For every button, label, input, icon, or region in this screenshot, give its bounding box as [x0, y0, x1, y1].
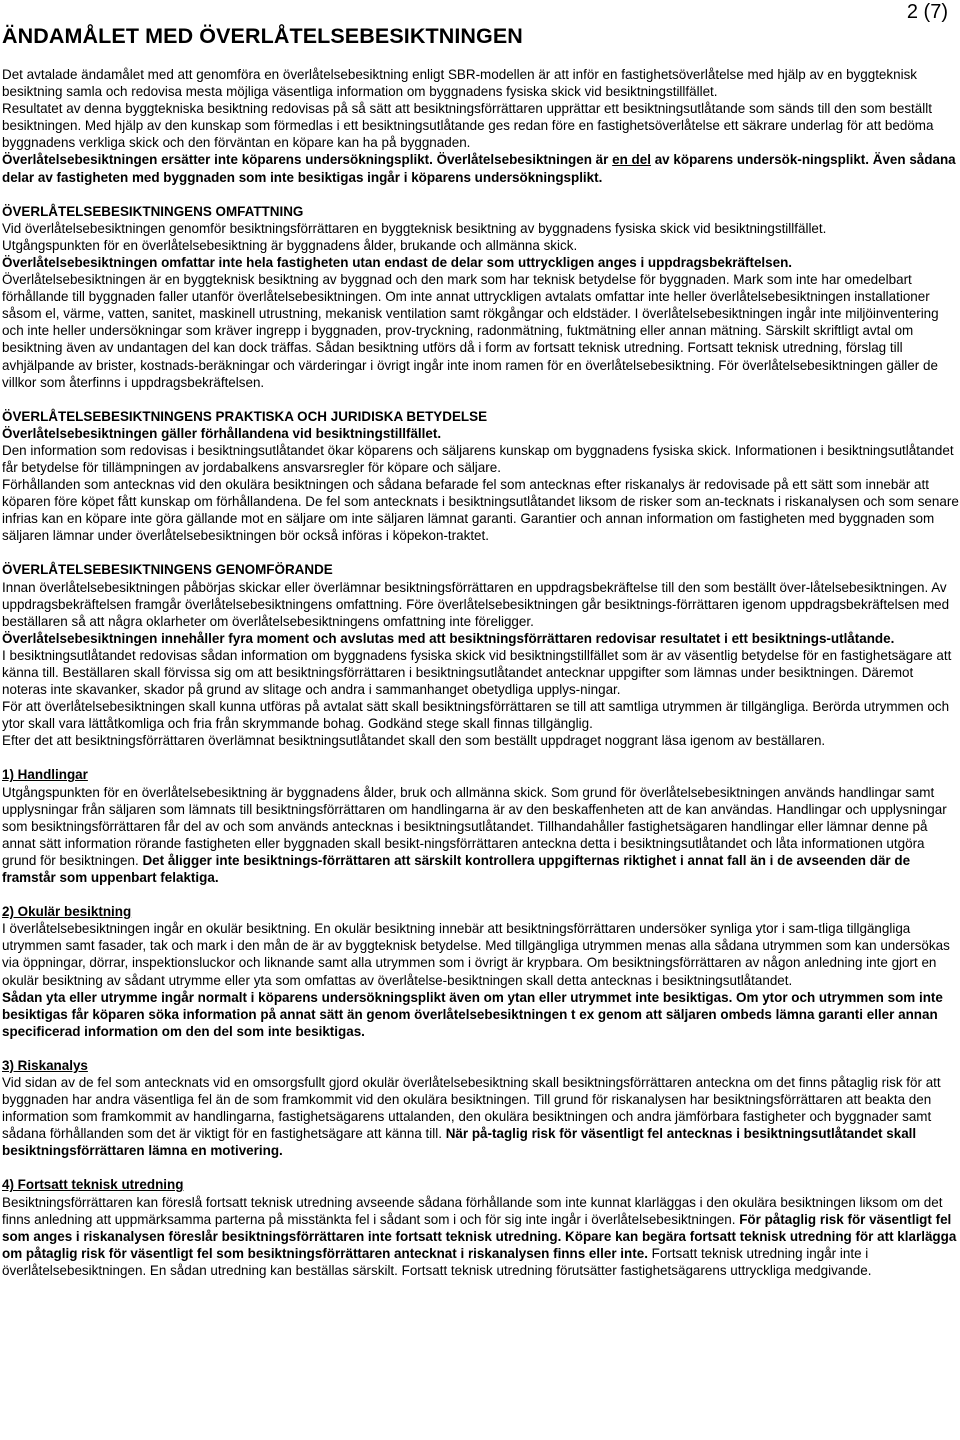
page-number: 2 (7) — [906, 1, 948, 23]
bold-statement: Sådan yta eller utrymme ingår normalt i köparens undersökningsplikt även om ytan eller utrymmet inte besiktigas. Om ytor och utrymmen som inte besiktigas får köparen söka information på annat sätt än genom överlåtelsebesiktningen t ex genom att säljaren ombeds lämna garanti eller annan specificerad information om den del som inte besiktigas. — [2, 989, 943, 1039]
paragraph: Utgångspunkten för en överlåtelsebesiktning är byggnadens ålder, brukande och allmänna skick. — [2, 237, 578, 253]
paragraph: Överlåtelsebesiktningen är en byggteknisk besiktning av byggnad och den mark som har teknisk betydelse för byggnaden. Mark som inte har omedelbart förhållande till byggnaden faller utanför överlåtelsebesiktningen. Om inte annat uttryckligen avtalats omfattar inte heller överlåtelsebesiktningen installationer såsom el, värme, vatten, sanitet, maskinell utrustning, mekanisk ventilation samt rökgångar och eldstäder. I överlåtelsebesiktningen ingår inte miljöinventering och inte heller undersökningar som kräver ingrepp i byggnaden, prov-tryckning, radonmätning, fuktmätning eller annan mätning. Särskilt skriftligt avtal om besiktning även av undantagen del kan dock träffas. Sådan besiktning utförs då i form av fortsatt teknisk utredning. Fortsatt teknisk utredning, förslag till avhjälpande av brister, kostnads-beräkningar och värderingar i övrigt ingår inte inom ramen för en överlåtelsebesiktning. För överlåtelsebesiktningen gäller de villkor som återfinns i uppdragsbekräftelsen. — [2, 272, 939, 390]
paragraph: I besiktningsutlåtandet redovisas sådan information om byggnadens fysiska skick vid besiktningstillfället som är av väsentlig betydelse för en fastighetsägare att känna till. Beställaren skall förvissa sig om att besiktningsförrättaren i besiktningsutlåtandet antecknar uppgifter som lämnas under besiktningen. Däremot noteras inte skavanker, skador på grund av slitage och andra i sammanhanget obetydliga upplys-ningar. — [2, 647, 952, 698]
paragraph: Vid sidan av de fel som antecknats vid en omsorgsfullt gjord okulär överlåtelsebesiktning skall besiktningsförrättaren anteckna om det finns påtaglig risk för att byggnaden har andra väsentliga fel än de som framkommit vid den okulära besiktningen. Till grund för riskanalysen har besiktningsförrättaren att beakta den information som framkommit av handlingarna, fastighetsägarens uttalanden, den okulära besiktningen och andra jämförbara fastigheter och byggnader samt sådana förhållanden som det är viktigt för en fastighetsägare att känna till. När på-taglig risk för väsentligt fel antecknas i besiktningsutlåtandet skall besiktningsförrättaren lämna en motivering. — [2, 1074, 941, 1159]
paragraph: I överlåtelsebesiktningen ingår en okulär besiktning. En okulär besiktning innebär att besiktningsförrättaren undersöker synliga ytor i sam-tliga tillgängliga utrymmen samt fasader, tak och mark i den mån de är av byggteknisk betydelse. Med tillgängliga utrymmen menas alla sådana utrymmen som kan undersökas via öppningar, dörrar, inspektionsluckor och liknande samt alla utrymmen som i övrigt är krypbara. Om besiktningsförrättaren av någon anledning inte gjort en okulär besiktning av sådant utrymme eller yta som omfattas av överlåtelse-besiktningen skall detta antecknas i besiktningsutlåtandet. — [2, 921, 950, 988]
document-title: ÄNDAMÅLET MED ÖVERLÅTELSEBESIKTNINGEN — [2, 24, 523, 48]
intro-paragraph: Resultatet av denna byggtekniska besiktning redovisas på så sätt att besiktningsförrättaren upprättar ett besiktningsutlåtande som sänds till den som beställt besiktningen. Med hjälp av den kunskap som förmedlas i ett besiktningsutlåtande ges redan före en fastighetsöverlåtelse ett säkrare underlag för att bedöma byggnadens verkliga skick och den förväntan en köpare kan ha på byggnaden. — [2, 101, 934, 151]
paragraph: Innan överlåtelsebesiktningen påbörjas skickar eller överlämnar besiktningsförrättaren en uppdragsbekräftelse till den som beställt över-låtelsebesiktningen. Av uppdragsbekräftelsen framgår överlåtelsebesiktningens omfattning. Före överlåtelsebesiktningen går besiktnings-förrättaren igenom uppdragsbekräftelsen med beställaren så att några oklarheter om överlåtelsebesiktningens omfattning inte föreligger. — [2, 579, 950, 629]
paragraph: Förhållanden som antecknas vid den okulära besiktningen och sådana befarade fel som antecknas efter riskanalys är redovisade på ett sätt som innebär att köparen före köpet fått kunskap om förhållandena. De fel som antecknats i besiktningsutlåtandet liksom de risker som an-tecknats i riskanalysen och som senare infrias kan en köpare inte göra gällande mot en säljare om inte säljaren lämnat garanti. Garantier och annan information om fastigheten med byggnaden som säljaren lämnar under överlåtelsebesiktningen bör också införas i köpekon-traktet. — [2, 477, 959, 544]
subsection-heading-okular: 2) Okulär besiktning — [2, 904, 132, 920]
paragraph: Utgångspunkten för en överlåtelsebesiktning är byggnadens ålder, bruk och allmänna skick. Som grund för överlåtelsebesiktningen används handlingar samt upplysningar från säljaren som lämnats till besiktningsförrättaren om handlingarna är av den beskaffenheten att de kan användas. Handlingar och upplysningar som besiktningsförrättaren får del av och som används antecknas i besiktningsutlåtandet. Tillhandahåller fastighetsägaren handlingar eller lämnar denne på annat sätt information rörande fastigheten eller byggnaden skall besikt-ningsförrättaren antecknа detta i besiktningsutlåtandet och låta informationen utgöra grund för besiktningen. Det åligger inte besiktnings-förrättaren att särskilt kontrollera uppgifternas riktighet i annat fall än i de avseenden där de framstår som uppenbart felaktiga. — [2, 784, 947, 886]
bold-statement: Överlåtelsebesiktningen innehåller fyra moment och avslutas med att besiktningsförrättaren redovisar resultatet i ett besiktnings-utlåtande. — [2, 630, 895, 646]
section-heading-omfattning: ÖVERLÅTELSEBESIKTNINGENS OMFATTNING — [2, 203, 304, 219]
document-body — [2, 66, 960, 1279]
paragraph: Efter det att besiktningsförrättaren överlämnat besiktningsutlåtandet skall den som beställt uppdraget noggrant läsa igenom av beställaren. — [2, 733, 826, 749]
subsection-heading-riskanalys: 3) Riskanalys — [2, 1057, 88, 1073]
section-heading-genomforande: ÖVERLÅTELSEBESIKTNINGENS GENOMFÖRANDE — [2, 562, 333, 578]
paragraph: För att överlåtelsebesiktningen skall kunna utföras på avtalat sätt skall besiktningsförrättaren se till att samtliga utrymmen är tillgängliga. Berörda utrymmen och ytor skall vara lättåtkomliga och fria från skrymmande bohag. Godkänd stege skall finnas tillgänglig. — [2, 699, 950, 732]
intro-paragraph: Det avtalade ändamålet med att genomföra en överlåtelsebesiktning enligt SBR-modellen är att inför en fastighetsöverlåtelse med hjälp av en byggteknisk besiktning samla och redovisa mesta möjliga väsentliga information om byggnadens fysiska skick vid besiktningstillfället. — [2, 67, 918, 100]
underlined-text: en del — [612, 152, 651, 168]
bold-statement: Överlåtelsebesiktningen gäller förhållandena vid besiktningstillfället. — [2, 425, 442, 441]
subsection-heading-handlingar: 1) Handlingar — [2, 767, 88, 783]
bold-statement: Överlåtelsebesiktningen omfattar inte hela fastigheten utan endast de delar som uttryckligen anges i uppdragsbekräftelsen. — [2, 254, 793, 270]
intro-bold-statement: Överlåtelsebesiktningen ersätter inte köparens undersökningsplikt. Överlåtelsebesiktningen är en del av köparens undersök-ningsplikt. Även sådana delar av fastigheten med byggnaden som inte besiktigas ingår i köparens undersökningsplikt. — [2, 152, 956, 185]
section-heading-praktiska: ÖVERLÅTELSEBESIKTNINGENS PRAKTISKA OCH JURIDISKA BETYDELSE — [2, 408, 488, 424]
subsection-heading-fortsatt: 4) Fortsatt teknisk utredning — [2, 1177, 184, 1193]
paragraph: Besiktningsförrättaren kan föreslå fortsatt teknisk utredning avseende sådana förhållande som inte kunnat klarläggas i den okulära besiktningen liksom om det finns anledning att uppmärksamma parterna på misstänkta fel i sådant som i och för sig inte ingår i överlåtelsebesiktningen. För påtaglig risk för väsentligt fel som anges i riskanalysen föreslår besiktningsförrättaren inte fortsatt teknisk utredning. Köpare kan begära fortsatt teknisk utredning för att klarlägga om påtaglig risk för väsentligt fel som besiktningsförrättaren antecknat i riskanalysen finns eller inte. Fortsatt teknisk utredning ingår inte i överlåtelsebesiktningen. En sådan utredning kan beställas särskilt. Fortsatt teknisk utredning förutsätter fastighetsägarens uttryckliga medgivande. — [2, 1194, 957, 1278]
paragraph: Vid överlåtelsebesiktningen genomför besiktningsförrättaren en byggteknisk besiktning av byggnadens fysiska skick vid besiktningstillfället. — [2, 220, 827, 236]
paragraph: Den information som redovisas i besiktningsutlåtandet ökar köparens och säljarens kunskap om byggnadens fysiska skick. Informationen i besiktningsutlåtandet får betydelse för tillämpningen av jordabalkens ansvarsregler för köpare och säljare. — [2, 442, 954, 475]
